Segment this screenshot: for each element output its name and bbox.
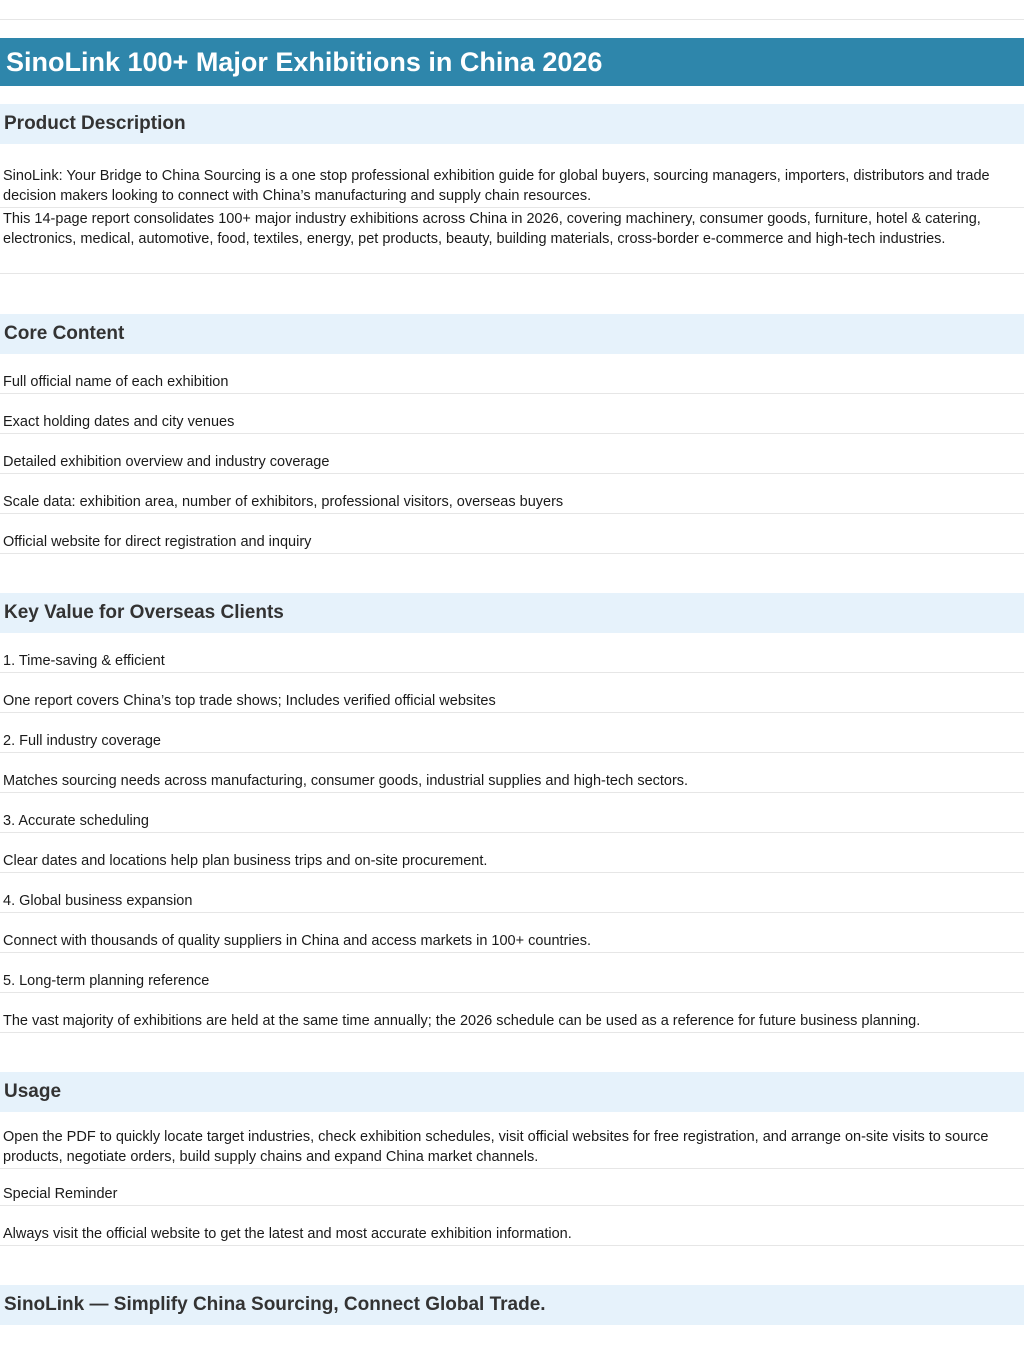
core-content-item: Full official name of each exhibition (0, 354, 1024, 394)
tagline: SinoLink — Simplify China Sourcing, Connect Global Trade. (0, 1285, 1024, 1325)
blank-row (0, 274, 1024, 314)
key-value-item: Matches sourcing needs across manufacturing, consumer goods, industrial supplies and high-tech sectors. (0, 753, 1024, 793)
key-value-item: 2. Full industry coverage (0, 713, 1024, 753)
blank-row (0, 1033, 1024, 1072)
product-description-paragraph: This 14-page report consolidates 100+ major industry exhibitions across China in 2026, covering machinery, consumer goods, furniture, hotel & catering, electronics, medical, automotive, food, textiles, energy, pet products, beauty, building materials, cross-border e-commerce and high-tech industries. (0, 208, 1024, 274)
product-description-paragraph: SinoLink: Your Bridge to China Sourcing is a one stop professional exhibition guide for global buyers, sourcing managers, importers, distributors and trade decision makers looking to connect with China’s manufacturing and supply chain resources. (0, 144, 1024, 208)
usage-item: Special Reminder (0, 1169, 1024, 1206)
page-title: SinoLink 100+ Major Exhibitions in China 2026 (0, 38, 1024, 86)
blank-row (0, 554, 1024, 593)
key-value-item: One report covers China’s top trade shows; Includes verified official websites (0, 673, 1024, 713)
core-content-item: Detailed exhibition overview and industry coverage (0, 434, 1024, 474)
key-value-item: 5. Long-term planning reference (0, 953, 1024, 993)
core-content-item: Official website for direct registration and inquiry (0, 514, 1024, 554)
key-value-item: 1. Time-saving & efficient (0, 633, 1024, 673)
section-heading-core-content: Core Content (0, 314, 1024, 354)
key-value-item: 3. Accurate scheduling (0, 793, 1024, 833)
core-content-item: Exact holding dates and city venues (0, 394, 1024, 434)
core-content-item: Scale data: exhibition area, number of exhibitors, professional visitors, overseas buyers (0, 474, 1024, 514)
section-heading-key-value: Key Value for Overseas Clients (0, 593, 1024, 633)
blank-row (0, 0, 1024, 20)
key-value-item: Connect with thousands of quality suppliers in China and access markets in 100+ countries. (0, 913, 1024, 953)
blank-row (0, 1246, 1024, 1285)
key-value-item: Clear dates and locations help plan business trips and on-site procurement. (0, 833, 1024, 873)
section-heading-product-description: Product Description (0, 104, 1024, 144)
key-value-item: The vast majority of exhibitions are held at the same time annually; the 2026 schedule can be used as a reference for future business planning. (0, 993, 1024, 1033)
blank-row (0, 1325, 1024, 1345)
usage-item: Open the PDF to quickly locate target industries, check exhibition schedules, visit official websites for free registration, and arrange on-site visits to source products, negotiate orders, build supply chains and expand China market channels. (0, 1112, 1024, 1169)
key-value-item: 4. Global business expansion (0, 873, 1024, 913)
section-heading-usage: Usage (0, 1072, 1024, 1112)
usage-item: Always visit the official website to get the latest and most accurate exhibition information. (0, 1206, 1024, 1246)
